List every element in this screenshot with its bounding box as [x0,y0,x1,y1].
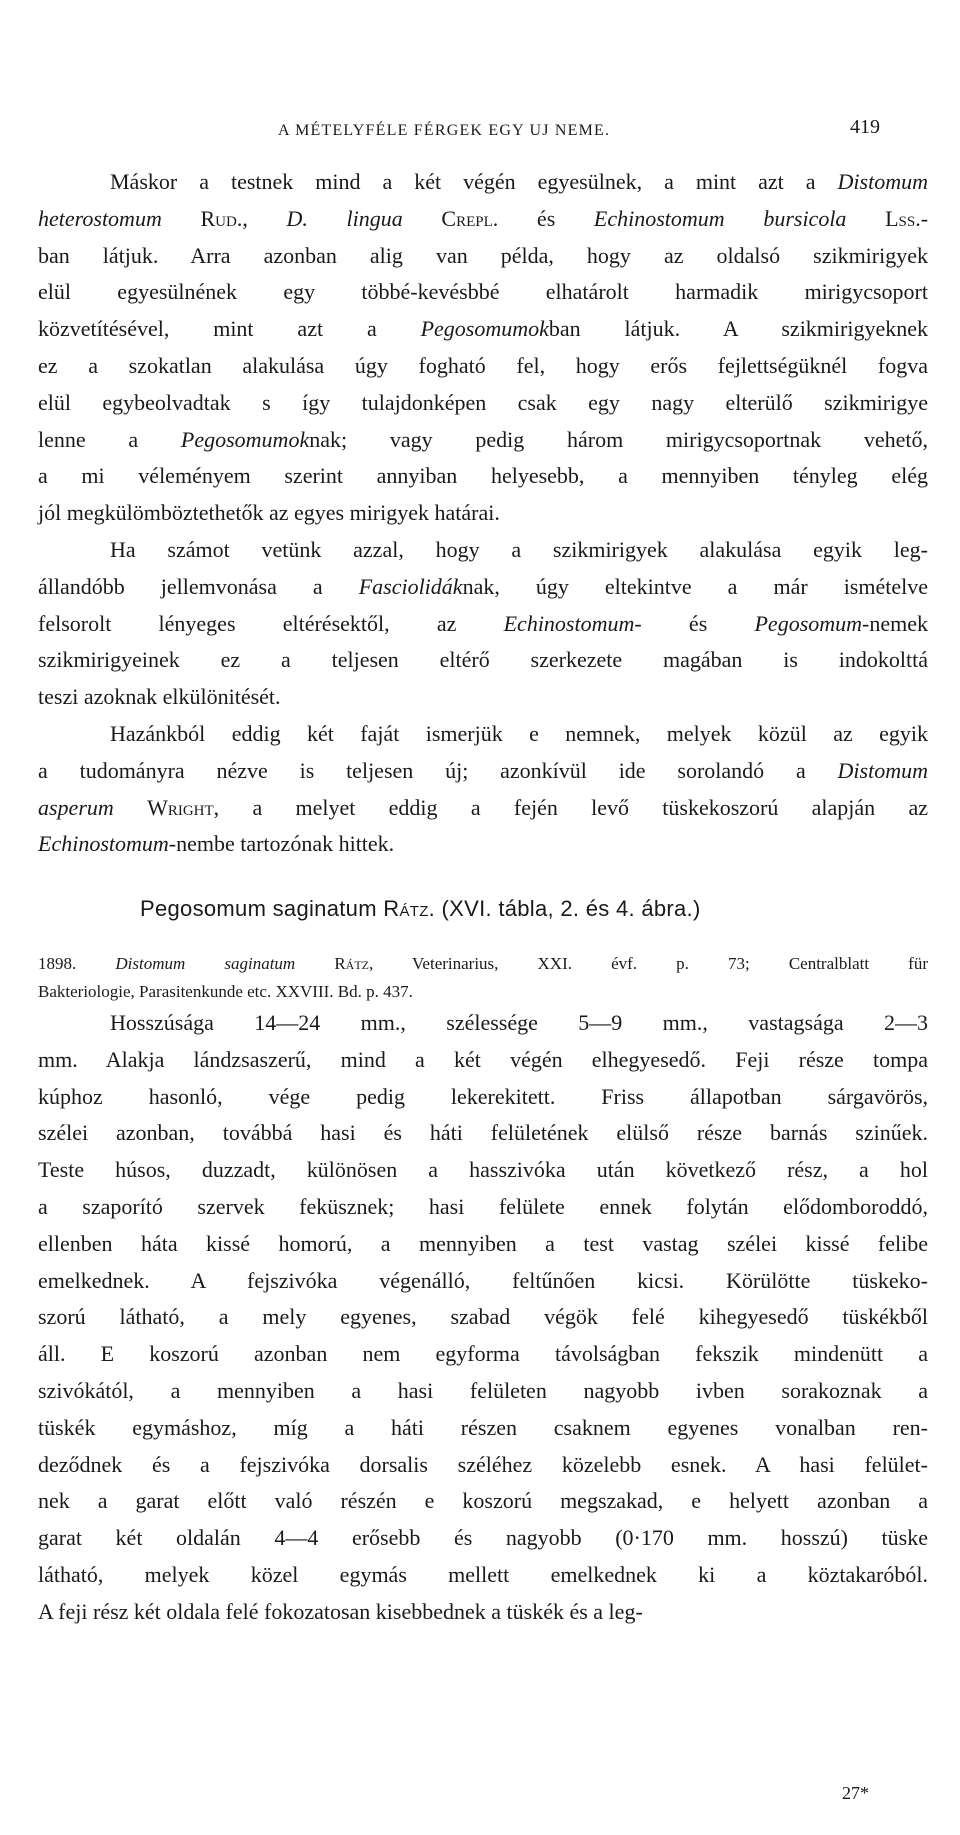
italic-run: Pegosomumok [420,316,549,342]
text-line: deződnek és a fejszivóka dorsalis széléhez közelebb esnek. A hasi felület- [38,1451,928,1477]
italic-run: D. lingua [286,205,403,231]
text-line: lenne a Pegosomumoknak; vagy pedig három mirigycsoportnak vehető, [38,426,929,452]
text-line: nek a garat előtt való részén e koszorú megszakad, e helyett azonban a [38,1488,928,1514]
citation [38,950,928,1006]
text-line: a szaporító szervek feküsznek; hasi felülete ennek folytán elődomboroddó, [38,1193,928,1219]
text-line: garat két oldalán 4—4 erősebb és nagyobb (0·170 mm. hosszú) tüske [38,1525,928,1551]
paragraph-3 [38,716,928,863]
italic-run: Echinostomum [503,610,635,636]
text-line: Teste húsos, duzzadt, különösen a hasszivóka után következő rész, a hol [38,1157,928,1183]
page-number: 419 [850,116,880,138]
text-line: Hosszúsága 14—24 mm., szélessége 5—9 mm., vastagsága 2—3 [110,1010,928,1035]
text-line: Echinostomum-nembe tartozónak hittek. [38,831,395,857]
text-line: szélei azonban, továbbá hasi és háti felületének elülső része barnás szinűek. [38,1120,928,1146]
paragraph-1 [38,164,928,532]
italic-run: Distomum saginatum [115,954,296,973]
text-line: elül egyesülnének egy többé-kevésbbé elhatárolt harmadik mirigycsoport [38,279,928,305]
italic-run: Echinostomum [38,831,169,857]
text-line: ez a szokatlan alakulása úgy fogható fel, hogy erős fejlettségüknél fogva [38,352,928,378]
text-line: elül egybeolvadtak s így tulajdonképen csak egy nagy elterülő szikmirigye [38,389,928,415]
signature-mark: 27* [842,1783,869,1803]
text-block-lower [38,1005,928,1631]
text-line: tüskék egymáshoz, míg a háti részen csaknem egyenes vonalban ren- [38,1414,928,1440]
text-line: a mi véleményem szerint annyiban helyesebb, a mennyiben tényleg elég [38,463,928,489]
small-caps-run: Wright [147,794,214,820]
text-line: szikmirigyeinek ez a teljesen eltérő szerkezete magában is indokolttá [38,647,928,673]
text-line: felsorolt lényeges eltérésektől, az Echinostomum- és Pegosomum-nemek [38,610,928,636]
italic-run: Distomum [837,757,928,783]
text-line: szorú látható, a mely egyenes, szabad végök felé kihegyesedő tüskékből [38,1304,928,1330]
paragraph-2 [38,532,928,716]
small-caps-run: Rud. [200,205,243,231]
text-line: emelkednek. A fejszivóka végenálló, feltűnően kicsi. Körülötte tüskeko- [38,1267,928,1293]
species-heading [140,896,701,922]
text-block-upper [38,164,928,863]
italic-run: Echinostomum bursicola [593,205,847,231]
plate-reference: (XVI. tábla, 2. és 4. ábra.) [441,896,701,921]
running-head: A MÉTELYFÉLE FÉRGEK EGY UJ NEME. [278,122,611,139]
text-line: látható, melyek közel egymás mellett emelkednek ki a köztakaróból. [38,1561,928,1587]
text-line: közvetítésével, mint azt a Pegosomumokban látjuk. A szikmirigyeknek [38,316,928,342]
text-line: a tudományra nézve is teljesen új; azonkívül ide sorolandó a Distomum [38,757,928,783]
text-line: A feji rész két oldala felé fokozatosan kisebbednek a tüskék és a leg- [38,1598,643,1624]
text-line: mm. Alakja lándzsaszerű, mind a két végén elhegyesedő. Feji része tompa [38,1046,928,1072]
small-caps-run: Rátz [334,954,369,973]
italic-run: heterostomum [38,205,162,231]
text-line: ellenben háta kissé homorú, a mennyiben a test vastag szélei kissé felibe [38,1230,928,1256]
text-line: heterostomum Rud., D. lingua Crepl. és Echinostomum bursicola Lss.- [38,205,929,231]
small-caps-run: Crepl. [441,205,499,231]
text-line: áll. E koszorú azonban nem egyforma távolságban fekszik mindenütt a [38,1341,928,1367]
species-author: Rátz. [383,896,436,921]
text-line: Bakteriologie, Parasitenkunde etc. XXVIII. Bd. p. 437. [38,982,413,1001]
italic-run: Fasciolidák [358,573,463,599]
italic-run: Pegosomum [754,610,863,636]
text-line: kúphoz hasonló, vége pedig lekerekitett. Friss állapotban sárgavörös, [38,1083,928,1109]
text-line: Máskor a testnek mind a két végén egyesülnek, a mint azt a Distomum [110,169,928,194]
text-line: jól megkülömböztethetők az egyes mirigyek határai. [38,500,500,526]
species-name: Pegosomum saginatum [140,896,377,921]
text-line: állandóbb jellemvonása a Fasciolidáknak, úgy eltekintve a már ismételve [38,573,928,599]
text-line: 1898. Distomum saginatum Rátz, Veterinarius, XXI. évf. p. 73; Centralblatt für [38,954,929,973]
text-line: szivókától, a mennyiben a hasi felületen nagyobb ivben sorakoznak a [38,1377,928,1403]
italic-run: Pegosomumok [180,426,310,452]
italic-run: Distomum [837,169,928,194]
text-line: Ha számot vetünk azzal, hogy a szikmirigyek alakulása egyik leg- [110,536,928,562]
text-line: teszi azoknak elkülönitését. [38,684,281,710]
text-line: Hazánkból eddig két faját ismerjük e nemnek, melyek közül az egyik [110,720,928,746]
italic-run: asperum [38,794,114,820]
text-line: asperum Wright, a melyet eddig a fején levő tüskekoszorú alapján az [38,794,929,820]
paragraph-4 [38,1005,928,1631]
text-line: ban látjuk. Arra azonban alig van példa, hogy az oldalsó szikmirigyek [38,242,928,268]
small-caps-run: Lss. [885,205,921,231]
